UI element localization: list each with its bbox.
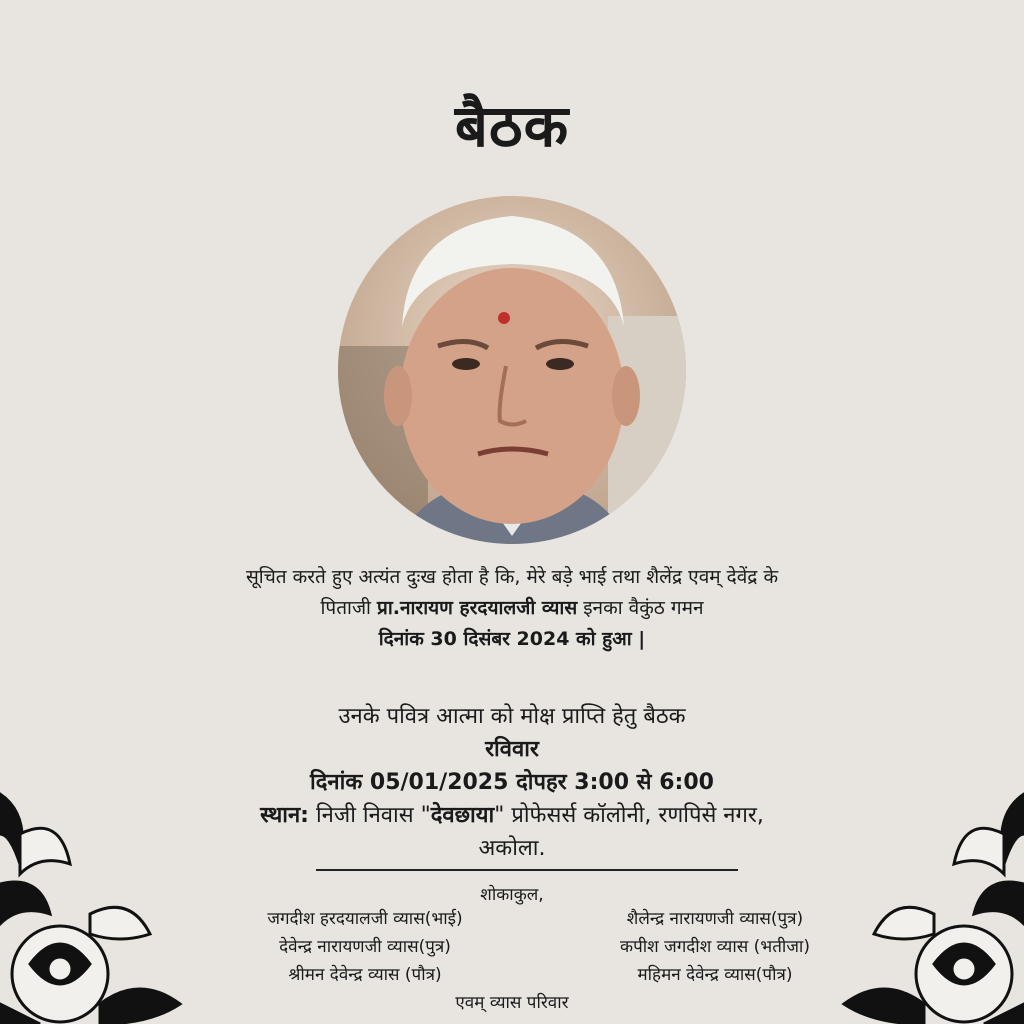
- mourners-list: [200, 908, 880, 986]
- notice-line-2: [0, 593, 1024, 624]
- place-pre: निजी निवास ": [308, 803, 431, 828]
- mourner-name: शैलेन्द्र नारायणजी व्यास(पुत्र): [626, 909, 804, 929]
- place-name: देवछाया: [430, 803, 495, 828]
- family-name: एवम् व्यास परिवार: [455, 993, 569, 1013]
- notice-line-2-post: इनका वैकुंठ गमन: [577, 597, 704, 619]
- divider: [316, 869, 738, 871]
- notice-line-2-pre: पिताजी: [320, 597, 378, 619]
- mourner-name: श्रीमन देवेन्द्र व्यास (पौत्र): [288, 965, 442, 985]
- notice-date-text: दिनांक 30 दिसंबर 2024 को हुआ |: [378, 628, 646, 650]
- mourner-name: महिमन देवेन्द्र व्यास(पौत्र): [637, 965, 793, 985]
- death-notice: [0, 562, 1024, 655]
- page-title: बैठक: [454, 92, 570, 160]
- meeting-datetime: दिनांक 05/01/2025 दोपहर 3:00 से 6:00: [310, 770, 714, 795]
- floral-corner-icon: [0, 774, 200, 1024]
- notice-line-1: सूचित करते हुए अत्यंत दुःख होता है कि, मेरे बड़े भाई तथा शैलेंद्र एवम् देवेंद्र के: [245, 566, 779, 588]
- floral-corner-icon: [824, 774, 1024, 1024]
- mourners-title: शोकाकुल,: [480, 885, 544, 905]
- mourner-name: कपीश जगदीश व्यास (भतीजा): [620, 937, 810, 957]
- deceased-name: प्रा.नारायण हरदयालजी व्यास: [377, 597, 578, 619]
- meeting-city: अकोला.: [478, 836, 546, 861]
- meeting-purpose: उनके पवित्र आत्मा को मोक्ष प्राप्ति हेतु बैठक: [338, 704, 686, 729]
- place-post: " प्रोफेसर्स कॉलोनी, रणपिसे नगर,: [494, 803, 764, 828]
- mourner-name: जगदीश हरदयालजी व्यास(भाई): [267, 909, 463, 929]
- mourner-name: देवेन्द्र नारायणजी व्यास(पुत्र): [279, 937, 451, 957]
- notice-date: [0, 624, 1024, 655]
- meeting-day: रविवार: [485, 737, 539, 762]
- place-label: स्थान:: [260, 803, 309, 828]
- portrait-photo: [338, 196, 686, 544]
